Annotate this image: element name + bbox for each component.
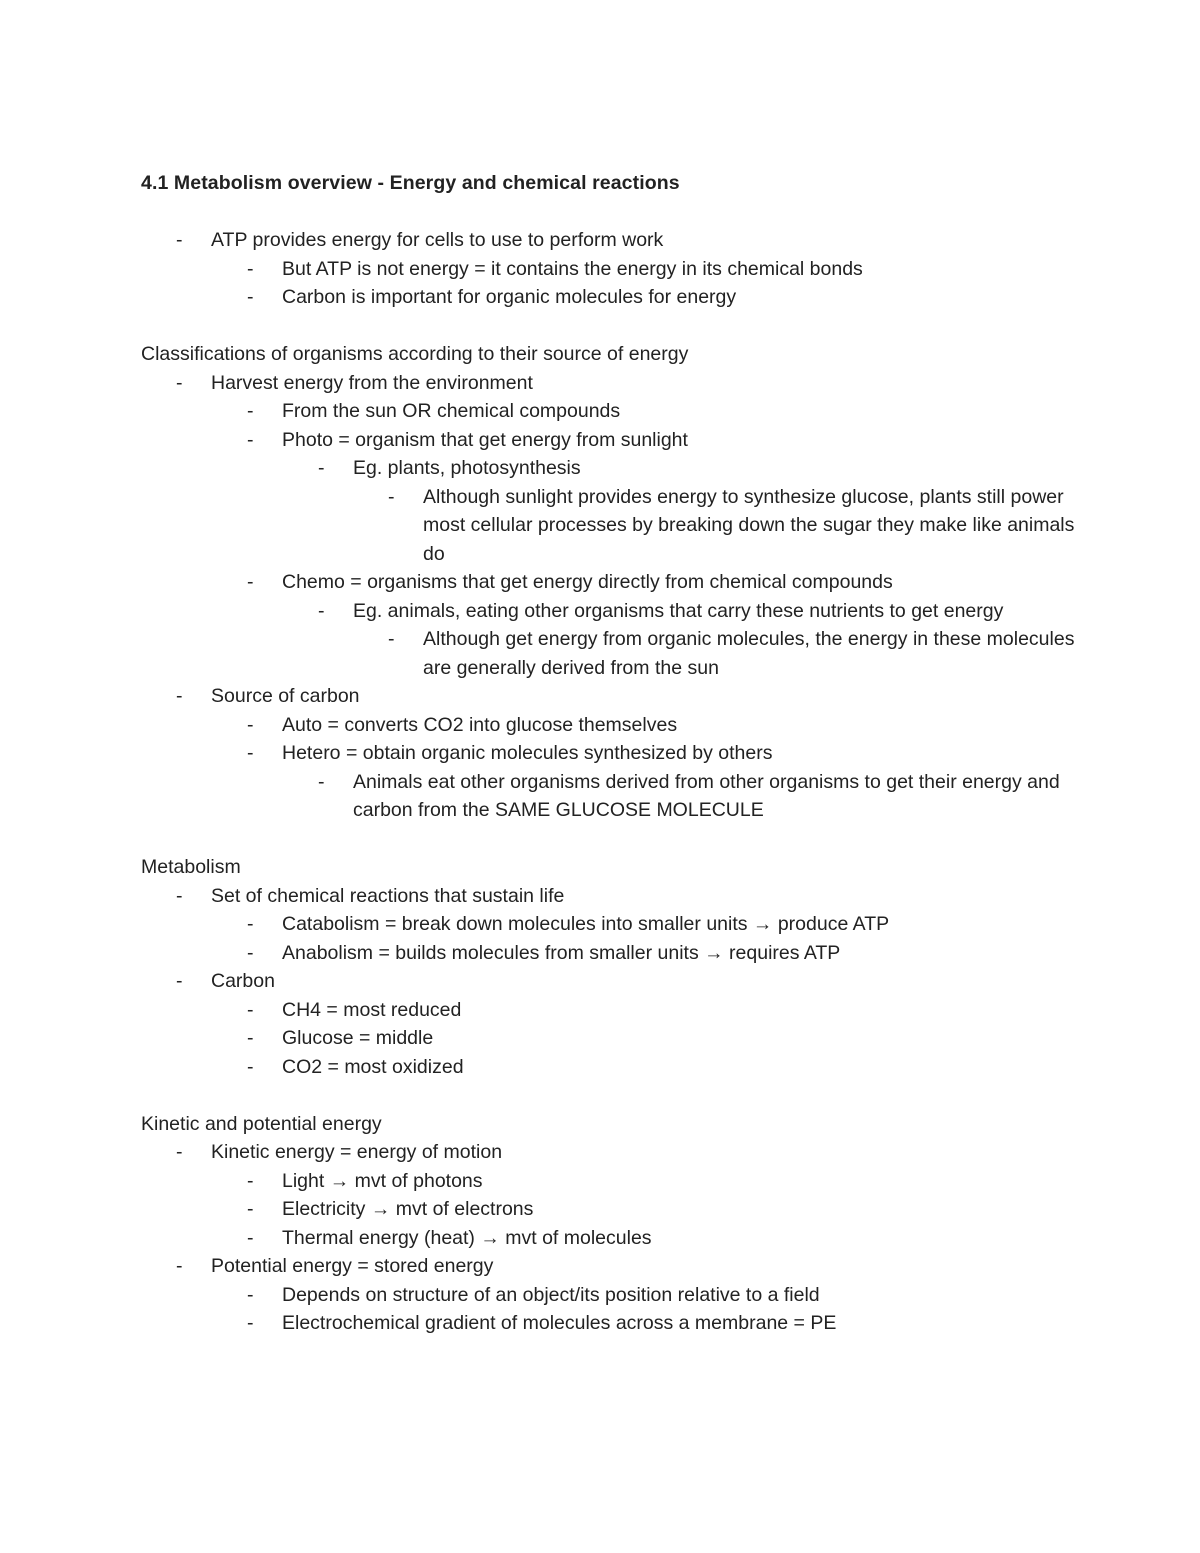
list-item-text: - Auto = converts CO2 into glucose themselves: [282, 713, 678, 736]
list-item-text: - Electricity → mvt of electrons: [282, 1198, 534, 1220]
note-section: [141, 825, 1081, 1082]
note-sections: [141, 226, 1081, 1338]
list-item-text: - Harvest energy from the environment: [211, 371, 533, 394]
spacer: [141, 198, 1081, 227]
list-item-text: - Carbon is important for organic molecules for energy: [282, 286, 737, 308]
note-section: [141, 226, 1081, 312]
list-item: [141, 597, 1081, 626]
list-item-text: - Although get energy from organic molecules, the energy in these molecules are generally derived from the sun: [423, 628, 1075, 679]
bullet-list: [141, 369, 1081, 825]
list-item: [141, 283, 1081, 312]
document-content: [141, 169, 1081, 1338]
list-item-text: - Potential energy = stored energy: [211, 1255, 494, 1277]
list-item: [141, 426, 1081, 455]
list-item-text: - Carbon: [211, 970, 275, 992]
list-item: [141, 967, 1081, 996]
list-item: [141, 568, 1081, 597]
list-item: [141, 369, 1081, 398]
list-item-text: - Electrochemical gradient of molecules across a membrane = PE: [282, 1312, 837, 1334]
list-item-text: - From the sun OR chemical compounds: [282, 400, 621, 422]
list-item: [141, 682, 1081, 711]
bullet-list: [141, 882, 1081, 1082]
list-item: [141, 1167, 1081, 1196]
list-item-text: - Eg. animals, eating other organisms that carry these nutrients to get energy: [353, 599, 1004, 622]
list-item-text: - Catabolism = break down molecules into smaller units → produce ATP: [282, 913, 890, 935]
spacer: [141, 1081, 1081, 1110]
bullet-list: [141, 226, 1081, 312]
list-item: [141, 1309, 1081, 1338]
list-item-text: - Glucose = middle: [282, 1027, 434, 1049]
list-item-text: - Chemo = organisms that get energy directly from chemical compounds: [282, 571, 893, 593]
list-item: [141, 1281, 1081, 1310]
list-item-text: - Set of chemical reactions that sustain life: [211, 884, 565, 907]
list-item-text: - Kinetic energy = energy of motion: [211, 1141, 503, 1163]
document-title: 4.1 Metabolism overview - Energy and chemical reactions: [141, 172, 680, 194]
list-item-text: - Anabolism = builds molecules from smaller units → requires ATP: [282, 941, 841, 964]
list-item-text: - But ATP is not energy = it contains the energy in its chemical bonds: [282, 257, 863, 280]
list-item-text: - Depends on structure of an object/its position relative to a field: [282, 1283, 820, 1306]
list-item: [141, 768, 1081, 825]
list-item-text: - CO2 = most oxidized: [282, 1055, 464, 1078]
list-item: [141, 1024, 1081, 1053]
note-section: [141, 1081, 1081, 1338]
list-item: [141, 739, 1081, 768]
list-item-text: - Light → mvt of photons: [282, 1169, 483, 1192]
spacer: [141, 825, 1081, 854]
list-item-text: - Photo = organism that get energy from sunlight: [282, 428, 688, 451]
list-item: [141, 939, 1081, 968]
list-item: [141, 255, 1081, 284]
list-item: [141, 711, 1081, 740]
list-item: [141, 483, 1081, 569]
list-item: [141, 1053, 1081, 1082]
note-section: [141, 312, 1081, 825]
section-heading: Kinetic and potential energy: [141, 1112, 382, 1135]
list-item: [141, 1138, 1081, 1167]
section-heading: Metabolism: [141, 856, 241, 878]
list-item: [141, 454, 1081, 483]
list-item-text: - ATP provides energy for cells to use to perform work: [211, 229, 664, 251]
list-item: [141, 226, 1081, 255]
list-item: [141, 910, 1081, 939]
list-item: [141, 1195, 1081, 1224]
list-item-text: - Animals eat other organisms derived from other organisms to get their energy and carbon from the SAME GLUCOSE MOLECULE: [353, 770, 1060, 821]
spacer: [141, 312, 1081, 341]
list-item: [141, 1252, 1081, 1281]
list-item-text: - Although sunlight provides energy to synthesize glucose, plants still power most cellular processes by breaking down the sugar they make like animals do: [423, 485, 1075, 565]
list-item-text: - Hetero = obtain organic molecules synthesized by others: [282, 742, 773, 764]
list-item-text: - CH4 = most reduced: [282, 998, 462, 1021]
list-item-text: - Eg. plants, photosynthesis: [353, 457, 581, 479]
list-item: [141, 397, 1081, 426]
list-item-text: - Thermal energy (heat) → mvt of molecules: [282, 1226, 652, 1249]
list-item: [141, 882, 1081, 911]
list-item: [141, 625, 1081, 682]
bullet-list: [141, 1138, 1081, 1338]
list-item-text: - Source of carbon: [211, 685, 360, 707]
section-heading: Classifications of organisms according to their source of energy: [141, 343, 689, 365]
list-item: [141, 996, 1081, 1025]
list-item: [141, 1224, 1081, 1253]
